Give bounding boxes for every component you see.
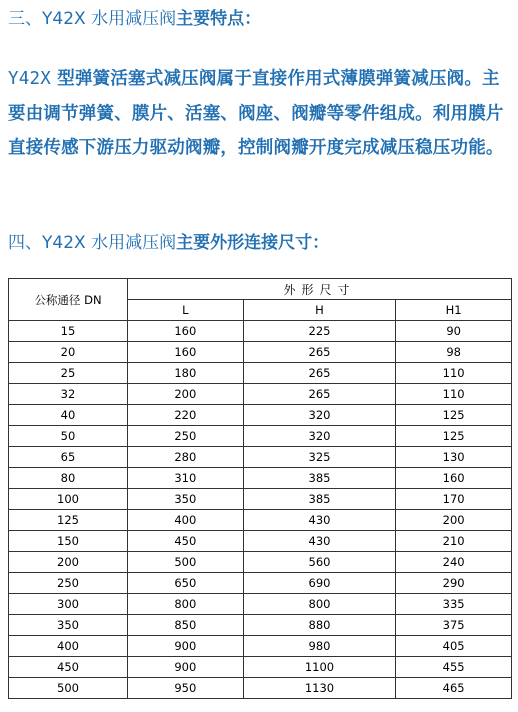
l-cell: 500 <box>128 552 244 573</box>
table-row <box>9 552 512 573</box>
table-row <box>9 468 512 489</box>
table-row <box>9 531 512 552</box>
l-cell: 180 <box>128 363 244 384</box>
h-cell: 320 <box>243 426 396 447</box>
l-cell: 160 <box>128 321 244 342</box>
h-cell: 325 <box>243 447 396 468</box>
h-cell: 980 <box>243 636 396 657</box>
column-header-l: L <box>128 300 244 321</box>
table-row <box>9 405 512 426</box>
l-cell: 850 <box>128 615 244 636</box>
h-cell: 385 <box>243 468 396 489</box>
l-cell: 280 <box>128 447 244 468</box>
h1-cell: 455 <box>396 657 512 678</box>
l-cell: 350 <box>128 489 244 510</box>
h1-cell: 210 <box>396 531 512 552</box>
dn-cell: 15 <box>9 321 128 342</box>
h-cell: 225 <box>243 321 396 342</box>
description-text: 型弹簧活塞式减压阀属于直接作用式薄膜弹簧减压阀。主要由调节弹簧、膜片、活塞、阀座、阀瓣等零件组成。利用膜片直接传感下游压力驱动阀瓣，控制阀瓣开度完成减压稳压功能。 <box>8 69 504 158</box>
h1-cell: 160 <box>396 468 512 489</box>
h1-cell: 110 <box>396 384 512 405</box>
dn-cell: 125 <box>9 510 128 531</box>
l-cell: 450 <box>128 531 244 552</box>
dn-cell: 500 <box>9 678 128 699</box>
dn-cell: 80 <box>9 468 128 489</box>
dn-cell: 32 <box>9 384 128 405</box>
table-row <box>9 342 512 363</box>
dn-cell: 40 <box>9 405 128 426</box>
table-row <box>9 657 512 678</box>
section-4-suffix: 主要外形连接尺寸： <box>176 233 330 253</box>
dn-cell: 450 <box>9 657 128 678</box>
h-cell: 385 <box>243 489 396 510</box>
h1-cell: 170 <box>396 489 512 510</box>
dimensions-table <box>8 278 512 699</box>
section-3-prefix: 三、Y42X 水用减压阀 <box>8 9 177 29</box>
table-row <box>9 510 512 531</box>
table-row <box>9 363 512 384</box>
h-cell: 430 <box>243 531 396 552</box>
table-row <box>9 636 512 657</box>
table-row <box>9 384 512 405</box>
h-cell: 1130 <box>243 678 396 699</box>
table-row <box>9 573 512 594</box>
h-cell: 800 <box>243 594 396 615</box>
column-header-h: H <box>243 300 396 321</box>
dn-cell: 50 <box>9 426 128 447</box>
h-cell: 320 <box>243 405 396 426</box>
dn-cell: 300 <box>9 594 128 615</box>
section-3-suffix: 主要特点： <box>176 9 262 29</box>
h-cell: 430 <box>243 510 396 531</box>
l-cell: 900 <box>128 636 244 657</box>
dimensions-group-header: 外形尺寸 <box>128 279 512 300</box>
table-row <box>9 426 512 447</box>
l-cell: 950 <box>128 678 244 699</box>
dn-cell: 65 <box>9 447 128 468</box>
dn-cell: 400 <box>9 636 128 657</box>
section-3-heading <box>8 8 261 30</box>
dn-cell: 20 <box>9 342 128 363</box>
h-cell: 1100 <box>243 657 396 678</box>
dn-cell: 100 <box>9 489 128 510</box>
h1-cell: 405 <box>396 636 512 657</box>
column-header-h1: H1 <box>396 300 512 321</box>
dn-cell: 350 <box>9 615 128 636</box>
h1-cell: 90 <box>396 321 512 342</box>
table-row <box>9 615 512 636</box>
l-cell: 160 <box>128 342 244 363</box>
h-cell: 265 <box>243 363 396 384</box>
h1-cell: 98 <box>396 342 512 363</box>
dn-cell: 250 <box>9 573 128 594</box>
h-cell: 560 <box>243 552 396 573</box>
h1-cell: 375 <box>396 615 512 636</box>
l-cell: 220 <box>128 405 244 426</box>
table-row <box>9 594 512 615</box>
table-body <box>9 321 512 699</box>
h1-cell: 200 <box>396 510 512 531</box>
description-paragraph <box>8 62 512 166</box>
table-row <box>9 447 512 468</box>
dn-cell: 200 <box>9 552 128 573</box>
dn-header: 公称通径 DN <box>9 279 128 321</box>
dn-cell: 25 <box>9 363 128 384</box>
dn-cell: 150 <box>9 531 128 552</box>
table-row <box>9 321 512 342</box>
h-cell: 265 <box>243 342 396 363</box>
model-name: Y42X <box>8 69 51 89</box>
h1-cell: 240 <box>396 552 512 573</box>
section-4-prefix: 四、Y42X 水用减压阀 <box>8 233 177 253</box>
h1-cell: 290 <box>396 573 512 594</box>
table-row <box>9 678 512 699</box>
h1-cell: 125 <box>396 405 512 426</box>
h1-cell: 130 <box>396 447 512 468</box>
l-cell: 650 <box>128 573 244 594</box>
h1-cell: 110 <box>396 363 512 384</box>
l-cell: 400 <box>128 510 244 531</box>
l-cell: 250 <box>128 426 244 447</box>
l-cell: 200 <box>128 384 244 405</box>
l-cell: 800 <box>128 594 244 615</box>
l-cell: 900 <box>128 657 244 678</box>
h1-cell: 465 <box>396 678 512 699</box>
h1-cell: 335 <box>396 594 512 615</box>
l-cell: 310 <box>128 468 244 489</box>
section-4-heading <box>8 232 329 254</box>
table-row <box>9 489 512 510</box>
h-cell: 690 <box>243 573 396 594</box>
h1-cell: 125 <box>396 426 512 447</box>
h-cell: 880 <box>243 615 396 636</box>
h-cell: 265 <box>243 384 396 405</box>
